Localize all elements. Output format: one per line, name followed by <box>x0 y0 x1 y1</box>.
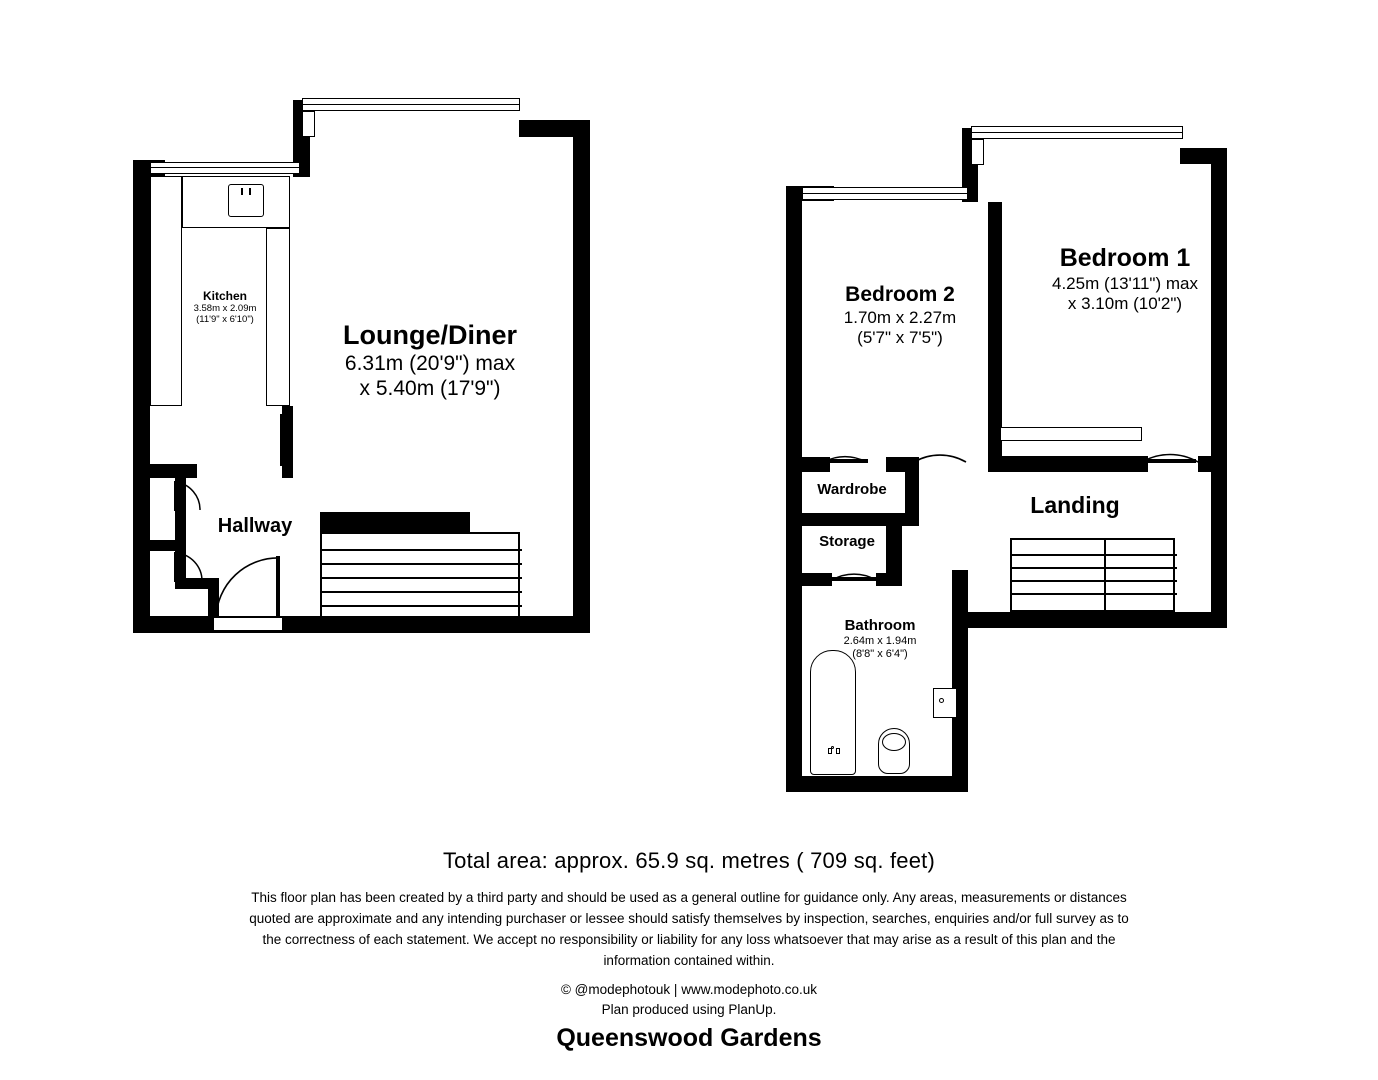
stairs-landing <box>1010 538 1175 612</box>
washbasin-plug <box>939 698 944 703</box>
wall-top-right <box>519 120 590 137</box>
credits-block <box>0 980 1378 1019</box>
room-label-landing: Landing <box>1030 492 1120 518</box>
door-bedroom1 <box>1140 404 1202 466</box>
wall-left-exterior <box>133 160 150 633</box>
room-label-kitchen: Kitchen 3.58m x 2.09m (11'9" x 6'10") <box>193 289 257 326</box>
stairs-ground-bulkhead <box>320 512 470 534</box>
room-label-wardrobe: Wardrobe <box>817 481 887 498</box>
room-label-bedroom2: Bedroom 2 1.70m x 2.27m (5'7" x 7'5") <box>843 283 957 347</box>
wall-right-exterior-first <box>1211 148 1227 628</box>
door-entrance <box>214 556 286 622</box>
door-hall-cupboard-2 <box>172 551 204 585</box>
wall-bedroom1-left <box>988 202 1002 457</box>
room-label-storage: Storage <box>819 533 875 550</box>
toilet-bowl <box>882 733 906 751</box>
wall-bottom-exterior <box>133 616 590 633</box>
bath-plug <box>831 746 834 749</box>
window-kitchen-mullion <box>150 167 300 168</box>
wall-bedroom1-door-jamb <box>1198 456 1227 472</box>
room-label-bathroom: Bathroom 2.64m x 1.94m (8'8" x 6'4") <box>843 617 917 660</box>
wall-bedroom1-bottom <box>988 456 1148 472</box>
door-wardrobe-left <box>820 414 870 466</box>
door-kitchen <box>230 412 290 472</box>
window-lounge-bay-return <box>302 111 315 137</box>
door-hall-cupboard-1 <box>172 480 202 514</box>
window-bedroom2-mullion <box>802 193 968 194</box>
bathtub <box>810 650 856 775</box>
wall-bathroom-right <box>952 570 968 792</box>
total-area-text: Total area: approx. 65.9 sq. metres ( 709 sq. feet) <box>442 848 935 873</box>
produced-by-text: Plan produced using PlanUp. <box>601 1001 777 1017</box>
wall-landing-bottom <box>952 612 1227 628</box>
room-label-bedroom1: Bedroom 1 4.25m (13'11") max x 3.10m (10'2") <box>1052 244 1198 313</box>
wall-bottom-first <box>786 776 968 792</box>
kitchen-sink <box>228 184 264 217</box>
room-label-lounge-diner: Lounge/Diner 6.31m (20'9") max x 5.40m (17'9") <box>343 320 517 400</box>
radiator-bedroom1 <box>1000 427 1142 441</box>
window-bedroom1-bay-return <box>971 139 984 165</box>
wall-hall-mid <box>150 540 186 551</box>
window-kitchen <box>150 162 300 174</box>
door-bedroom2 <box>912 410 970 466</box>
page-title: Queenswood Gardens <box>556 1024 822 1052</box>
wall-wardrobe-right <box>905 457 919 517</box>
bath-tap-2 <box>836 748 840 754</box>
stairs-ground <box>320 532 520 618</box>
washbasin <box>933 688 957 718</box>
disclaimer-text: This floor plan has been created by a third party and should be used as a general outline for guidance only. Any areas, measurements or distances quoted are approximate and any intending purchaser or lessee should satisfy themselves by inspection, searches, enquiries and/or full survey as to the correctness of each statement. We accept no responsibility or liability for any loss whatsoever that may arise as a result of this plan and the information contained within. <box>249 890 1129 968</box>
wall-top-right-first <box>1180 148 1227 164</box>
window-bedroom1-bay-mullion <box>971 132 1183 133</box>
wall-kitchen-hall <box>150 464 197 478</box>
room-label-hallway: Hallway <box>217 515 293 537</box>
copyright-text: © @modephotouk | www.modephoto.co.uk <box>560 982 818 997</box>
window-lounge-bay-mullion <box>302 104 520 105</box>
kitchen-tap <box>241 188 243 195</box>
wall-wardrobe-storage <box>802 513 919 526</box>
kitchen-tap-2 <box>249 188 251 195</box>
